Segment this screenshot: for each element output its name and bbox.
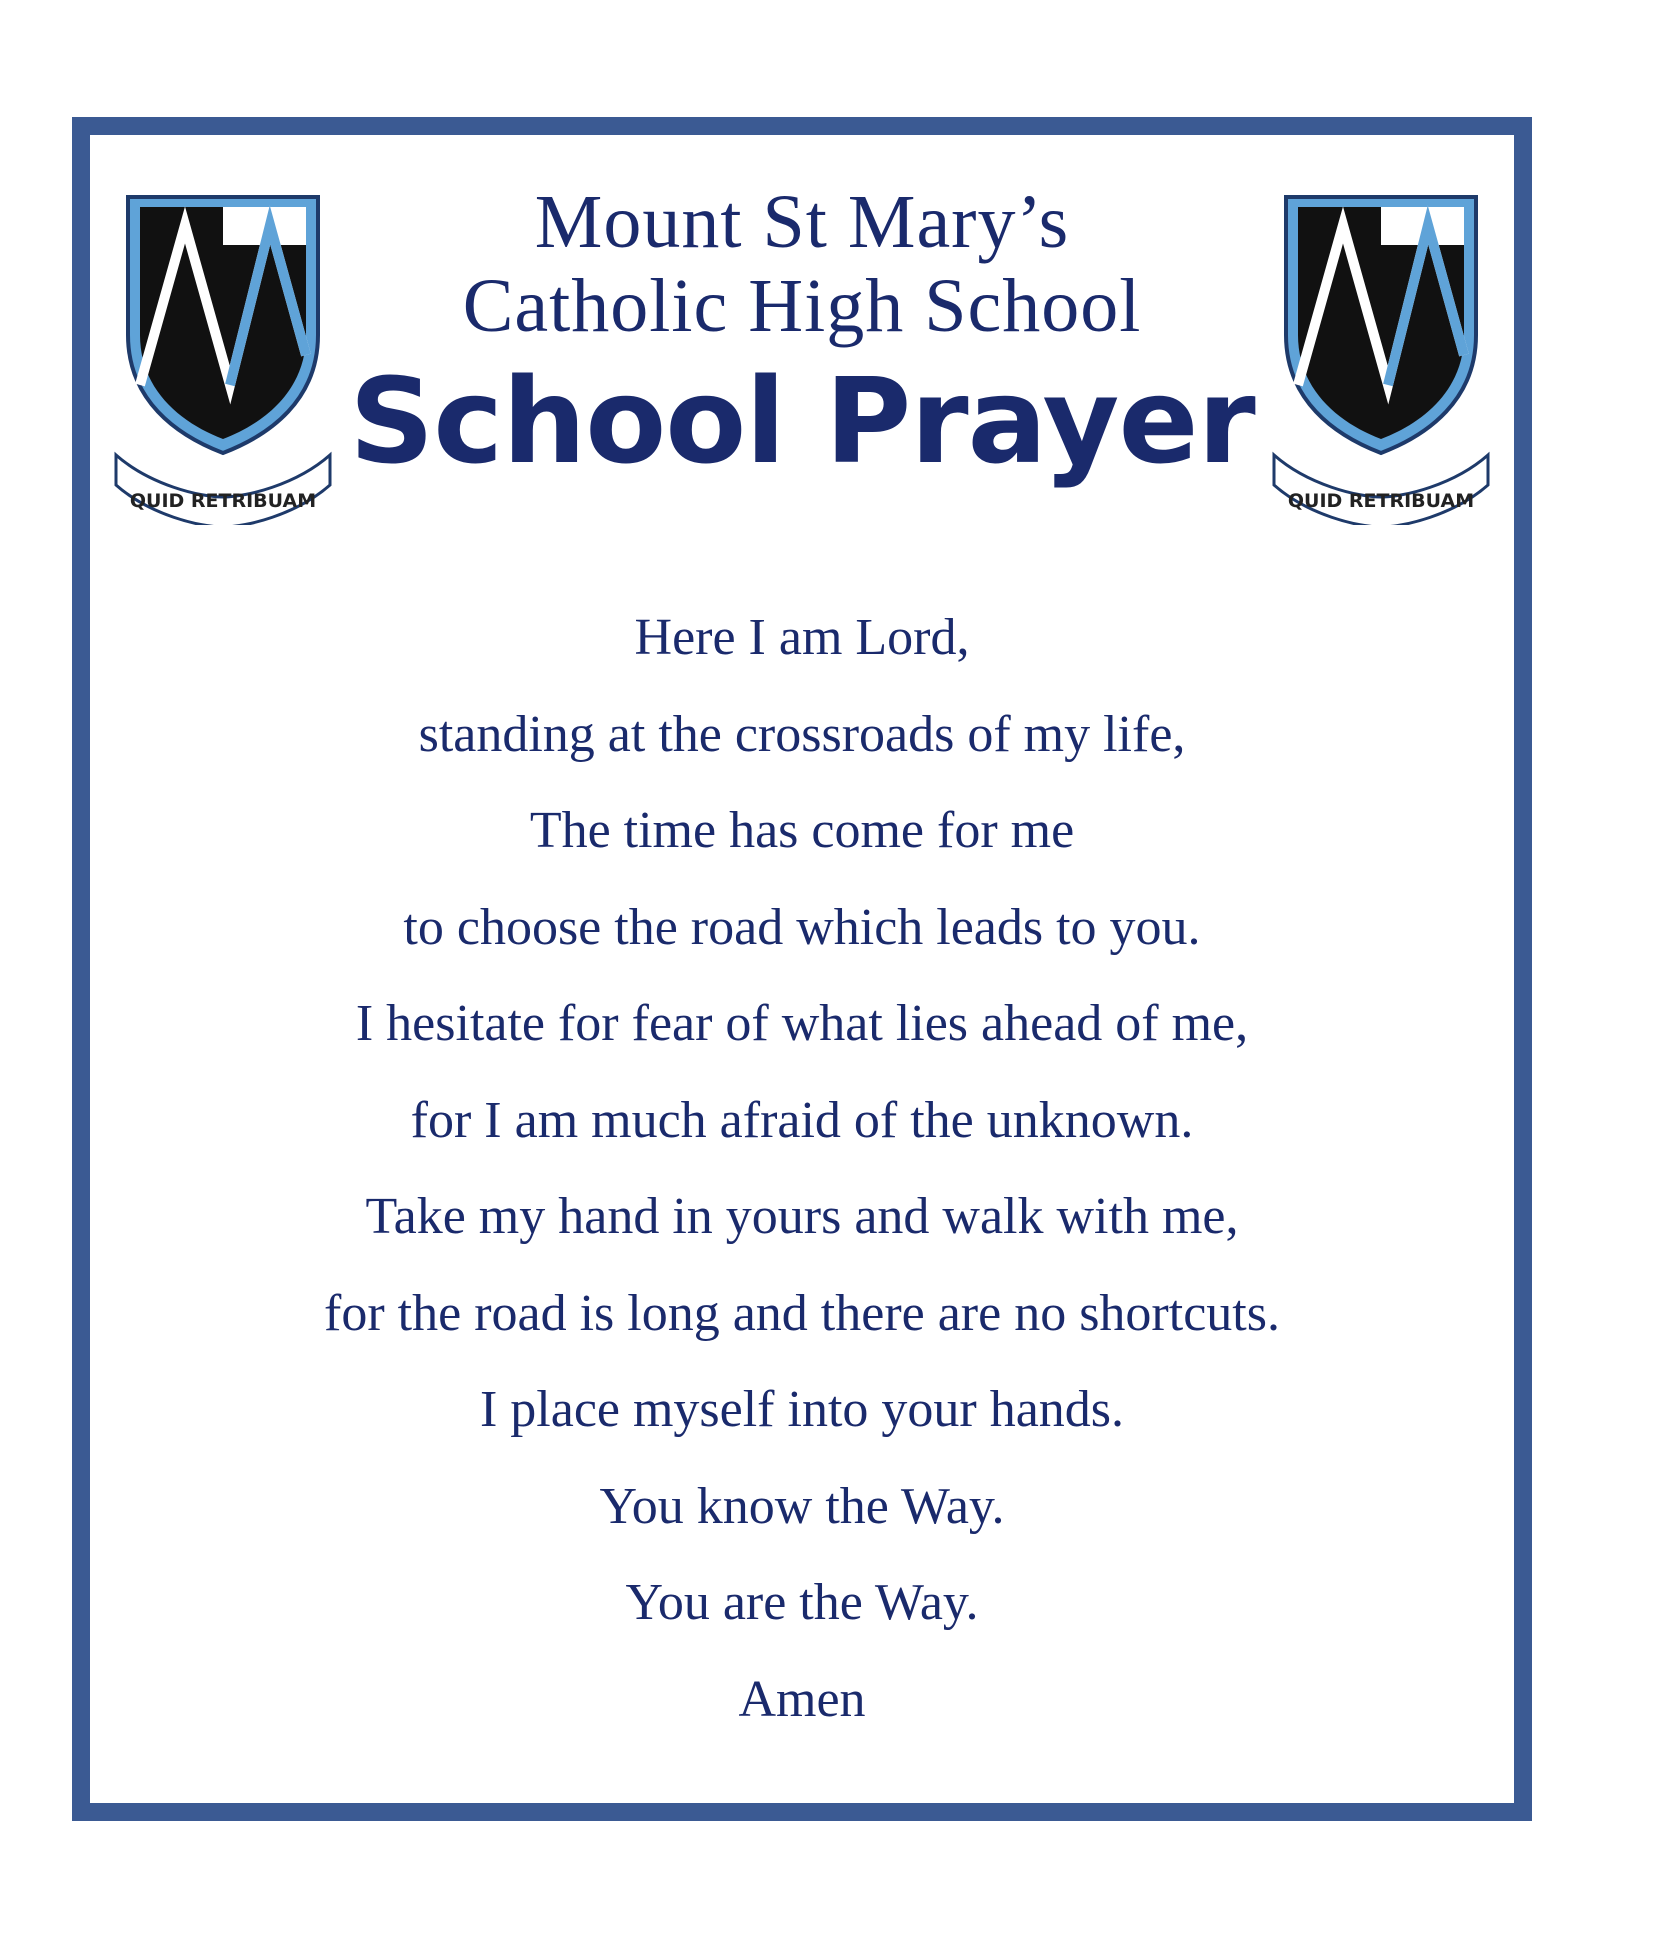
school-name-line-1: Mount St Mary’s: [534, 180, 1070, 264]
crest-motto-left: QUID RETRIBUAM: [129, 490, 317, 512]
prayer-line: I hesitate for fear of what lies ahead of me,: [355, 995, 1249, 1052]
prayer-line: Here I am Lord,: [634, 609, 970, 666]
document-header: [90, 180, 1514, 490]
prayer-line: The time has come for me: [529, 802, 1075, 859]
document-title: School Prayer: [349, 352, 1255, 490]
school-name-line-2: Catholic High School: [462, 264, 1142, 348]
prayer-line: I place myself into your hands.: [479, 1381, 1125, 1438]
crest-motto-right: QUID RETRIBUAM: [1287, 490, 1475, 512]
page-frame: [72, 117, 1532, 1821]
prayer-line: Take my hand in yours and walk with me,: [365, 1188, 1239, 1245]
prayer-line: You are the Way.: [625, 1574, 979, 1631]
prayer-line: for the road is long and there are no shortcuts.: [324, 1284, 1280, 1342]
prayer-line: standing at the crossroads of my life,: [418, 705, 1186, 763]
prayer-text: [90, 590, 1514, 1748]
prayer-line: to choose the road which leads to you.: [403, 898, 1201, 956]
prayer-line: for I am much afraid of the unknown.: [410, 1091, 1194, 1149]
prayer-line: You know the Way.: [599, 1477, 1005, 1535]
prayer-line: Amen: [738, 1670, 866, 1728]
